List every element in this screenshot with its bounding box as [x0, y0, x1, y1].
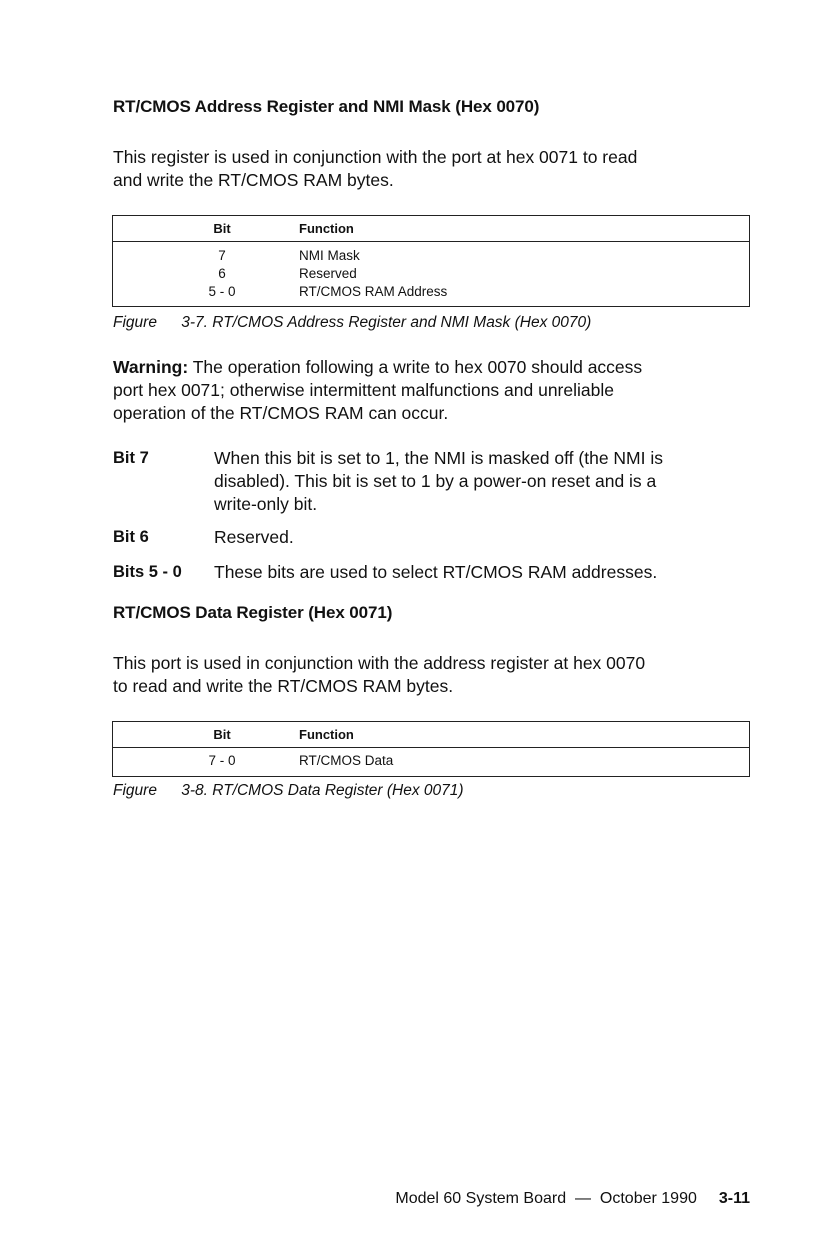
intro-line: and write the RT/CMOS RAM bytes. — [113, 170, 394, 190]
column-header-function: Function — [299, 727, 354, 742]
warning-line: port hex 0071; otherwise intermittent malfunctions and unreliable — [113, 380, 614, 400]
caption-label: Figure — [113, 782, 157, 799]
bit-term: Bit 7 — [113, 449, 149, 467]
caption-number: 3-8. — [181, 782, 208, 799]
table-cell-bit: 7 - 0 — [208, 753, 236, 768]
bit-description: Reserved. — [214, 527, 294, 547]
table-cell-function: NMI Mask — [299, 248, 360, 263]
caption-label: Figure — [113, 314, 157, 331]
table-cell-bit: 6 — [218, 266, 226, 281]
bit-description: When this bit is set to 1, the NMI is masked off (the NMI is disabled). This bit is set to 1 by a power-on reset and is a write-only bit. — [214, 448, 664, 514]
bit-description: These bits are used to select RT/CMOS RAM addresses. — [214, 562, 658, 582]
figure-3-8-table — [112, 721, 750, 777]
table-cell-function: Reserved — [299, 266, 357, 281]
intro-line: to read and write the RT/CMOS RAM bytes. — [113, 676, 454, 696]
warning-line: Warning: The operation following a write to hex 0070 should access — [113, 357, 643, 377]
column-header-function: Function — [299, 221, 354, 236]
bit-term: Bits 5 - 0 — [113, 563, 182, 581]
section-intro — [113, 146, 637, 192]
header-divider — [113, 747, 749, 748]
page-footer — [395, 1190, 750, 1208]
warning-paragraph — [113, 356, 753, 425]
figure-caption — [113, 782, 464, 800]
figure-3-7-table — [112, 215, 750, 307]
column-header-bit: Bit — [213, 727, 231, 742]
section-heading-address-register: RT/CMOS Address Register and NMI Mask (Hex 0070) — [113, 97, 540, 116]
caption-text: RT/CMOS Data Register (Hex 0071) — [212, 782, 464, 799]
bit-term: Bit 6 — [113, 528, 149, 546]
caption-text: RT/CMOS Address Register and NMI Mask (Hex 0070) — [212, 314, 592, 331]
table-cell-bit: 7 — [218, 248, 226, 263]
table-cell-bit: 5 - 0 — [208, 284, 236, 299]
caption-number: 3-7. — [181, 314, 208, 331]
intro-line: This port is used in conjunction with the address register at hex 0070 — [113, 653, 646, 673]
section-heading-data-register: RT/CMOS Data Register (Hex 0071) — [113, 603, 393, 622]
table-cell-function: RT/CMOS Data — [299, 753, 394, 768]
header-divider — [113, 241, 749, 242]
intro-line: This register is used in conjunction with the port at hex 0071 to read — [113, 147, 638, 167]
footer-title: Model 60 System Board — October 1990 — [395, 1190, 697, 1207]
page-number: 3-11 — [718, 1190, 750, 1207]
section-intro — [113, 652, 645, 698]
figure-caption — [113, 314, 591, 332]
table-cell-function: RT/CMOS RAM Address — [299, 284, 448, 299]
warning-label: Warning: — [113, 357, 189, 377]
warning-line: operation of the RT/CMOS RAM can occur. — [113, 403, 449, 423]
column-header-bit: Bit — [213, 221, 231, 236]
